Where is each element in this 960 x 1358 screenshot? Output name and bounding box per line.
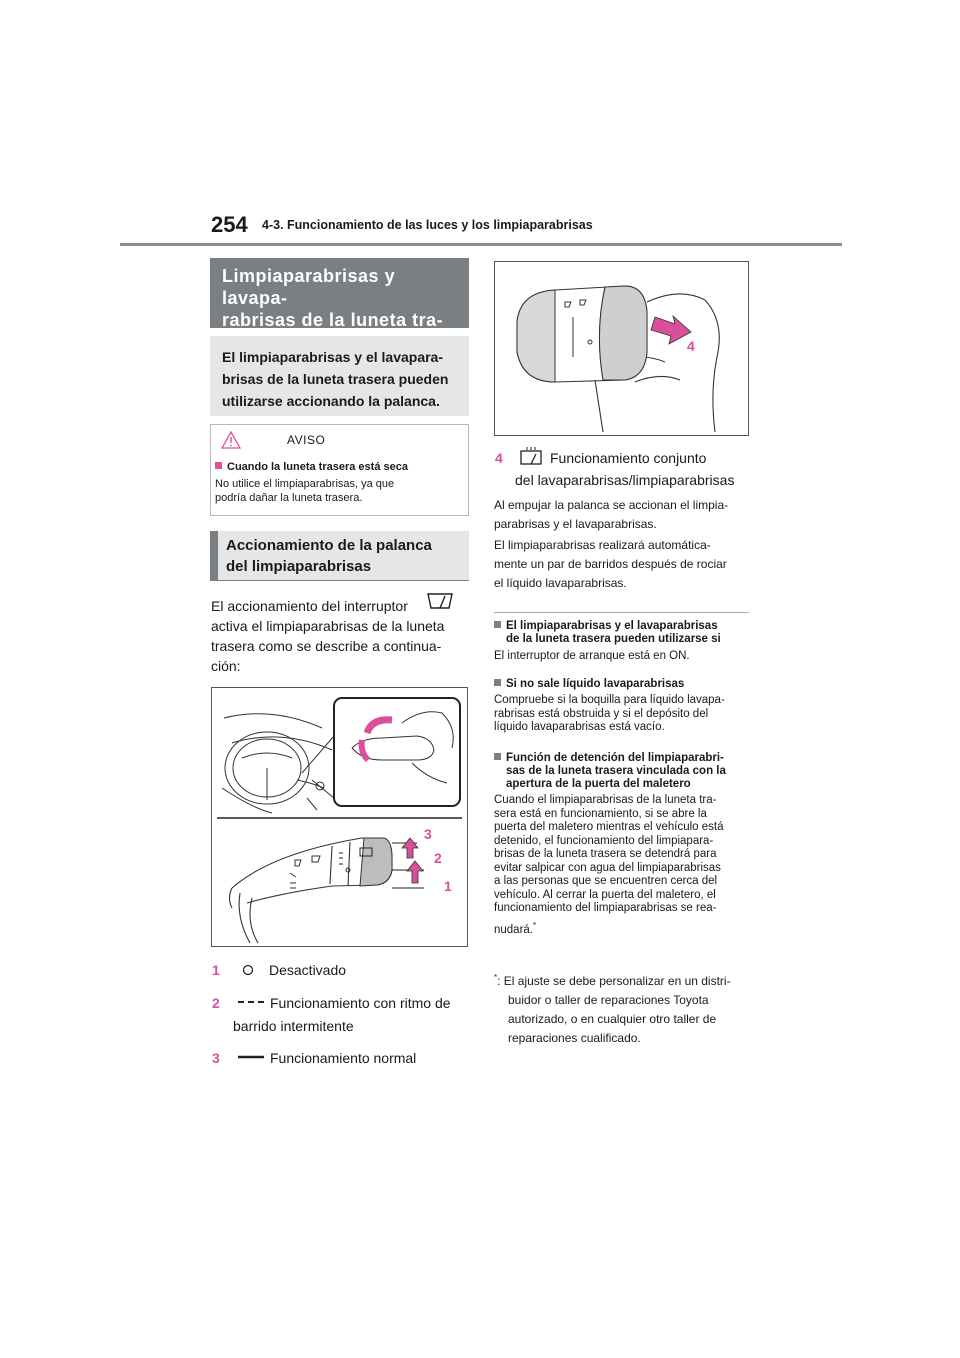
- warning-subtitle-text: Cuando la luneta trasera está seca: [227, 461, 408, 473]
- footnote-line: autorizado, o en cualquier otro taller de: [508, 1012, 717, 1026]
- figure-label-1: 1: [444, 878, 452, 894]
- warning-box: [210, 424, 469, 516]
- lead-line: brisas de la luneta trasera pueden: [222, 371, 449, 387]
- footnote-text: : El ajuste se debe personalizar en un distri-: [497, 974, 731, 988]
- lever-illustration: [212, 688, 467, 946]
- note-body-line: vehículo. Al cerrar la puerta del maletero, el: [494, 888, 716, 901]
- note-body-line: líquido lavaparabrisas está vacío.: [494, 721, 665, 733]
- item-text: Funcionamiento conjunto: [550, 450, 707, 466]
- header-rule: [120, 243, 842, 246]
- bullet-square-icon: [494, 621, 501, 628]
- warning-label: AVISO: [287, 433, 326, 447]
- note-2: [494, 678, 754, 735]
- note-heading-text: Función de detención del limpiaparabri-: [506, 752, 724, 764]
- right-paragraph: [494, 496, 754, 593]
- note-body-line: evitar salpicar con agua del limpiaparabrisas: [494, 861, 721, 874]
- note-heading-text: Si no sale líquido lavaparabrisas: [506, 678, 685, 690]
- intro-line: activa el limpiaparabrisas de la luneta: [211, 618, 445, 634]
- figure-label-3: 3: [424, 826, 432, 842]
- note-body-line: funcionamiento del limpiaparabrisas se rea-: [494, 902, 717, 914]
- note-body-line: Compruebe si la boquilla para líquido lavapa-: [494, 694, 725, 706]
- intro-line: trasera como se describe a continua-: [211, 638, 442, 654]
- lead-box: [210, 336, 469, 416]
- bullet-square-icon: [494, 679, 501, 686]
- paragraph-line: mente un par de barridos después de rociar: [494, 557, 727, 571]
- section-rule: [210, 580, 469, 581]
- footnote-line: buidor o taller de reparaciones Toyota: [508, 993, 709, 1007]
- note-heading-text: apertura de la puerta del maletero: [506, 778, 691, 790]
- figure-label-2: 2: [434, 850, 442, 866]
- warning-header: [211, 425, 468, 455]
- note-body-line: sera está en funcionamiento, si se abre la: [494, 807, 707, 820]
- footnote: [494, 968, 754, 1048]
- item-text: barrido intermitente: [233, 1018, 354, 1034]
- intro-line: El accionamiento del interruptor: [211, 598, 408, 614]
- note-body-line: El interruptor de arranque está en ON.: [494, 650, 690, 662]
- washer-wiper-icon: [517, 446, 545, 466]
- item-text: Funcionamiento normal: [270, 1050, 417, 1066]
- paragraph-line: El limpiaparabrisas realizará automática-: [494, 538, 711, 552]
- footnote-line: [494, 968, 754, 991]
- paragraph-line: Al empujar la palanca se accionan el limpia-: [494, 498, 729, 512]
- note-body-line: brisas de la luneta trasera se detendrá para: [494, 848, 717, 860]
- note-3: [494, 752, 754, 937]
- list-item: [212, 1048, 220, 1068]
- off-circle-icon: [241, 963, 255, 977]
- intermittent-dashes-icon: [237, 998, 265, 1006]
- item-number: 3: [212, 1050, 220, 1066]
- warning-body-line: No utilice el limpiaparabrisas, ya que: [215, 478, 395, 490]
- note-body-line: Cuando el limpiaparabrisas de la luneta tra-: [494, 794, 717, 806]
- list-item: [495, 448, 503, 468]
- paragraph-line: el líquido lavaparabrisas.: [494, 576, 627, 590]
- note-body-line: a las personas que se encuentren cerca del: [494, 875, 718, 887]
- notes-rule: [494, 612, 749, 613]
- page-number: 254: [211, 212, 248, 237]
- section-title: 4-3. Funcionamiento de las luces y los limpiaparabrisas: [262, 218, 593, 232]
- lead-line: utilizarse accionando la palanca.: [222, 393, 440, 409]
- bullet-square-icon: [215, 462, 222, 469]
- lead-line: El limpiaparabrisas y el lavapara-: [222, 349, 444, 365]
- section-heading-line: Accionamiento de la palanca: [226, 537, 432, 554]
- note-1: [494, 620, 754, 664]
- item-text: del lavaparabrisas/limpiaparabrisas: [515, 472, 735, 488]
- title-box: [210, 258, 469, 328]
- footnote-mark: *: [494, 973, 498, 982]
- push-lever-illustration: [495, 262, 748, 435]
- paragraph-line: parabrisas y el lavaparabrisas.: [494, 517, 657, 531]
- rear-wiper-switch-icon: [425, 590, 455, 610]
- push-lever-figure: [494, 261, 749, 436]
- note-body-line: detenido, el funcionamiento del limpiapara-: [494, 834, 714, 847]
- item-number: 1: [212, 962, 220, 978]
- warning-body: [215, 477, 465, 505]
- list-item: [212, 960, 220, 980]
- note-body-line: puerta del maletero mientras el vehículo está: [494, 821, 724, 833]
- intro-line: ción:: [211, 658, 241, 674]
- continuous-line-icon: [237, 1053, 265, 1061]
- note-body-line: rabrisas está obstruida y si el depósito del: [494, 707, 709, 720]
- item-text: Desactivado: [269, 962, 347, 978]
- warning-subtitle: [215, 461, 408, 473]
- note-heading: [494, 678, 754, 691]
- footnote-line: reparaciones cualificado.: [508, 1031, 641, 1045]
- title-line: Limpiaparabrisas y lavapa-: [222, 266, 396, 308]
- list-item: [212, 993, 220, 1013]
- lever-figure: [211, 687, 468, 947]
- section-heading: [210, 531, 469, 581]
- note-body-text: nudará.: [494, 923, 534, 936]
- note-heading: [494, 620, 754, 633]
- note-heading-text: sas de la luneta trasera vinculada con la: [506, 765, 726, 777]
- note-heading-text: de la luneta trasera pueden utilizarse si: [506, 633, 721, 645]
- item-number: 2: [212, 995, 220, 1011]
- footnote-mark: *: [533, 920, 537, 930]
- title-line: rabrisas de la luneta tra-: [222, 310, 444, 330]
- note-body-line: [494, 919, 754, 937]
- note-heading: [494, 752, 754, 765]
- warning-triangle-icon: [221, 431, 241, 449]
- note-heading-text: El limpiaparabrisas y el lavaparabrisas: [506, 620, 718, 632]
- bullet-square-icon: [494, 753, 501, 760]
- item-number: 4: [495, 450, 503, 466]
- item-text: Funcionamiento con ritmo de: [270, 995, 451, 1011]
- warning-body-line: podría dañar la luneta trasera.: [215, 492, 363, 504]
- section-heading-line: del limpiaparabrisas: [226, 558, 372, 575]
- figure-label-4: 4: [687, 338, 695, 354]
